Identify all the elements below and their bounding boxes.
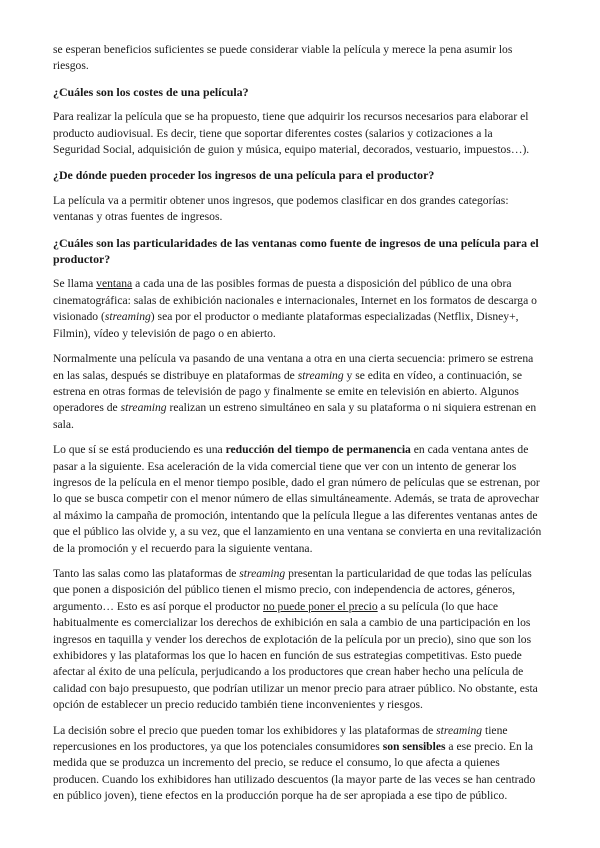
text-run: ) sea por el productor o mediante plataformas especializadas (Netflix, Disney+, Filmin), vídeo y televisión de pago o en abierto. bbox=[53, 310, 519, 340]
underlined-term: no puede poner el precio bbox=[263, 599, 378, 613]
intro-paragraph: se esperan beneficios suficientes se puede considerar viable la película y merece la pena asumir los riesgos. bbox=[53, 43, 513, 73]
text-run: Se llama bbox=[53, 277, 97, 291]
permanence-reduction-paragraph bbox=[53, 442, 542, 557]
costes-heading: ¿Cuáles son los costes de una película? bbox=[53, 84, 249, 99]
text-run: Lo que sí se está produciendo es una bbox=[53, 443, 226, 457]
underlined-term: ventana bbox=[96, 277, 133, 291]
ventana-definition-paragraph bbox=[53, 276, 542, 342]
costes-paragraph: Para realizar la película que se ha propuesto, tiene que adquirir los recursos necesarios para elaborar el producto audiovisual. Es decir, tiene que soportar diferentes costes (salarios y cotizaciones a la Seguridad Social, adquisición de guion y música, equipo material, decorados, vestuario, impuestos…). bbox=[53, 110, 530, 157]
text-run: y se edita en vídeo, a continuación, se estrena en otras formas de televisión de pago y finalmente se emite en televisión en abierto. Algunos operadores de bbox=[53, 368, 522, 415]
pricing-paragraph bbox=[53, 566, 542, 714]
italic-term: streaming bbox=[239, 566, 286, 580]
italic-term: streaming bbox=[297, 368, 344, 382]
bold-term: son sensibles bbox=[382, 740, 446, 754]
text-run: Normalmente una película va pasando de una ventana a otra en una cierta secuencia: primero se estrena en las salas, después se distribuye en plataformas de bbox=[53, 352, 534, 382]
text-run: La decisión sobre el precio que pueden tomar los exhibidores y las plataformas de bbox=[53, 723, 437, 737]
text-run: en cada ventana antes de pasar a la siguiente. Esa aceleración de la vida comercial tiene que ver con un intento de generar los ingresos de la película en el menor tiempo posible, dado el gran número de películas que se estrenan, por lo que se busca competir con el menor número de ellas simultáneamente. Además, se trata de aprovechar al máximo la campaña de promoción, intentando que la película llegue a las diferentes ventanas antes de que el público las olvide y, a su vez, que el lanzamiento en una ventana se convierta en una revitalización de la promoción y el recuerdo para la siguiente ventana. bbox=[53, 443, 542, 555]
ingresos-heading: ¿De dónde pueden proceder los ingresos de una película para el productor? bbox=[53, 168, 435, 183]
price-decision-paragraph bbox=[53, 723, 542, 805]
italic-term: streaming bbox=[436, 723, 483, 737]
text-run: presentan la particularidad de que todas las películas que ponen a disposición del público tienen el mismo precio, con independencia de actores, géneros, argumento… Esto es así porque el productor bbox=[53, 566, 532, 613]
italic-term: streaming bbox=[120, 401, 167, 415]
text-run: realizan un estreno simultáneo en sala y su plataforma o ni siquiera estrenan en sala. bbox=[53, 401, 537, 431]
text-run: tiene repercusiones en los productores, ya que los potenciales consumidores bbox=[53, 723, 508, 754]
text-run: a ese precio. En la medida que se produzca un incremento del precio, se reduce el consumo, lo que afecta a quienes producen. Cuando los exhibidores han utilizado descuentos (la mayor parte de las veces se han centrado en público joven), tiene efectos en la producción porque ha de ser apropiada a ese tipo de público. bbox=[53, 740, 536, 803]
bold-term: reducción del tiempo de permanencia bbox=[225, 443, 411, 457]
text-run: a su película (lo que hace habitualmente es comercializar los derechos de exhibición en sala a cambio de una participación en los ingresos en taquilla y vender los derechos de explotación de la película por un precio), sino que son los exhibidores y las plataformas los que lo hacen en función de sus estrategias competitivas. Esto puede afectar al éxito de una película, perjudicando a los productores que crean haber hecho una película de calidad con bajo presupuesto, que podrían utilizar un menor precio para atraer público. No obstante, esta opción de establecer un precio reducido también tiene inconvenientes y riesgos. bbox=[53, 599, 538, 712]
text-run: a cada una de las posibles formas de puesta a disposición del público de una obra cinematográfica: salas de exhibición nacionales e internacionales, Internet en los formatos de descarga o visionado ( bbox=[53, 277, 537, 324]
ingresos-paragraph: La película va a permitir obtener unos ingresos, que podemos clasificar en dos grandes categorías: ventanas y otras fuentes de ingresos. bbox=[53, 193, 509, 224]
window-sequence-paragraph bbox=[53, 351, 542, 433]
text-run: Tanto las salas como las plataformas de bbox=[53, 566, 240, 580]
italic-term: streaming bbox=[104, 310, 151, 324]
ventanas-heading: ¿Cuáles son las particularidades de las ventanas como fuente de ingresos de una película para el productor? bbox=[53, 235, 539, 267]
